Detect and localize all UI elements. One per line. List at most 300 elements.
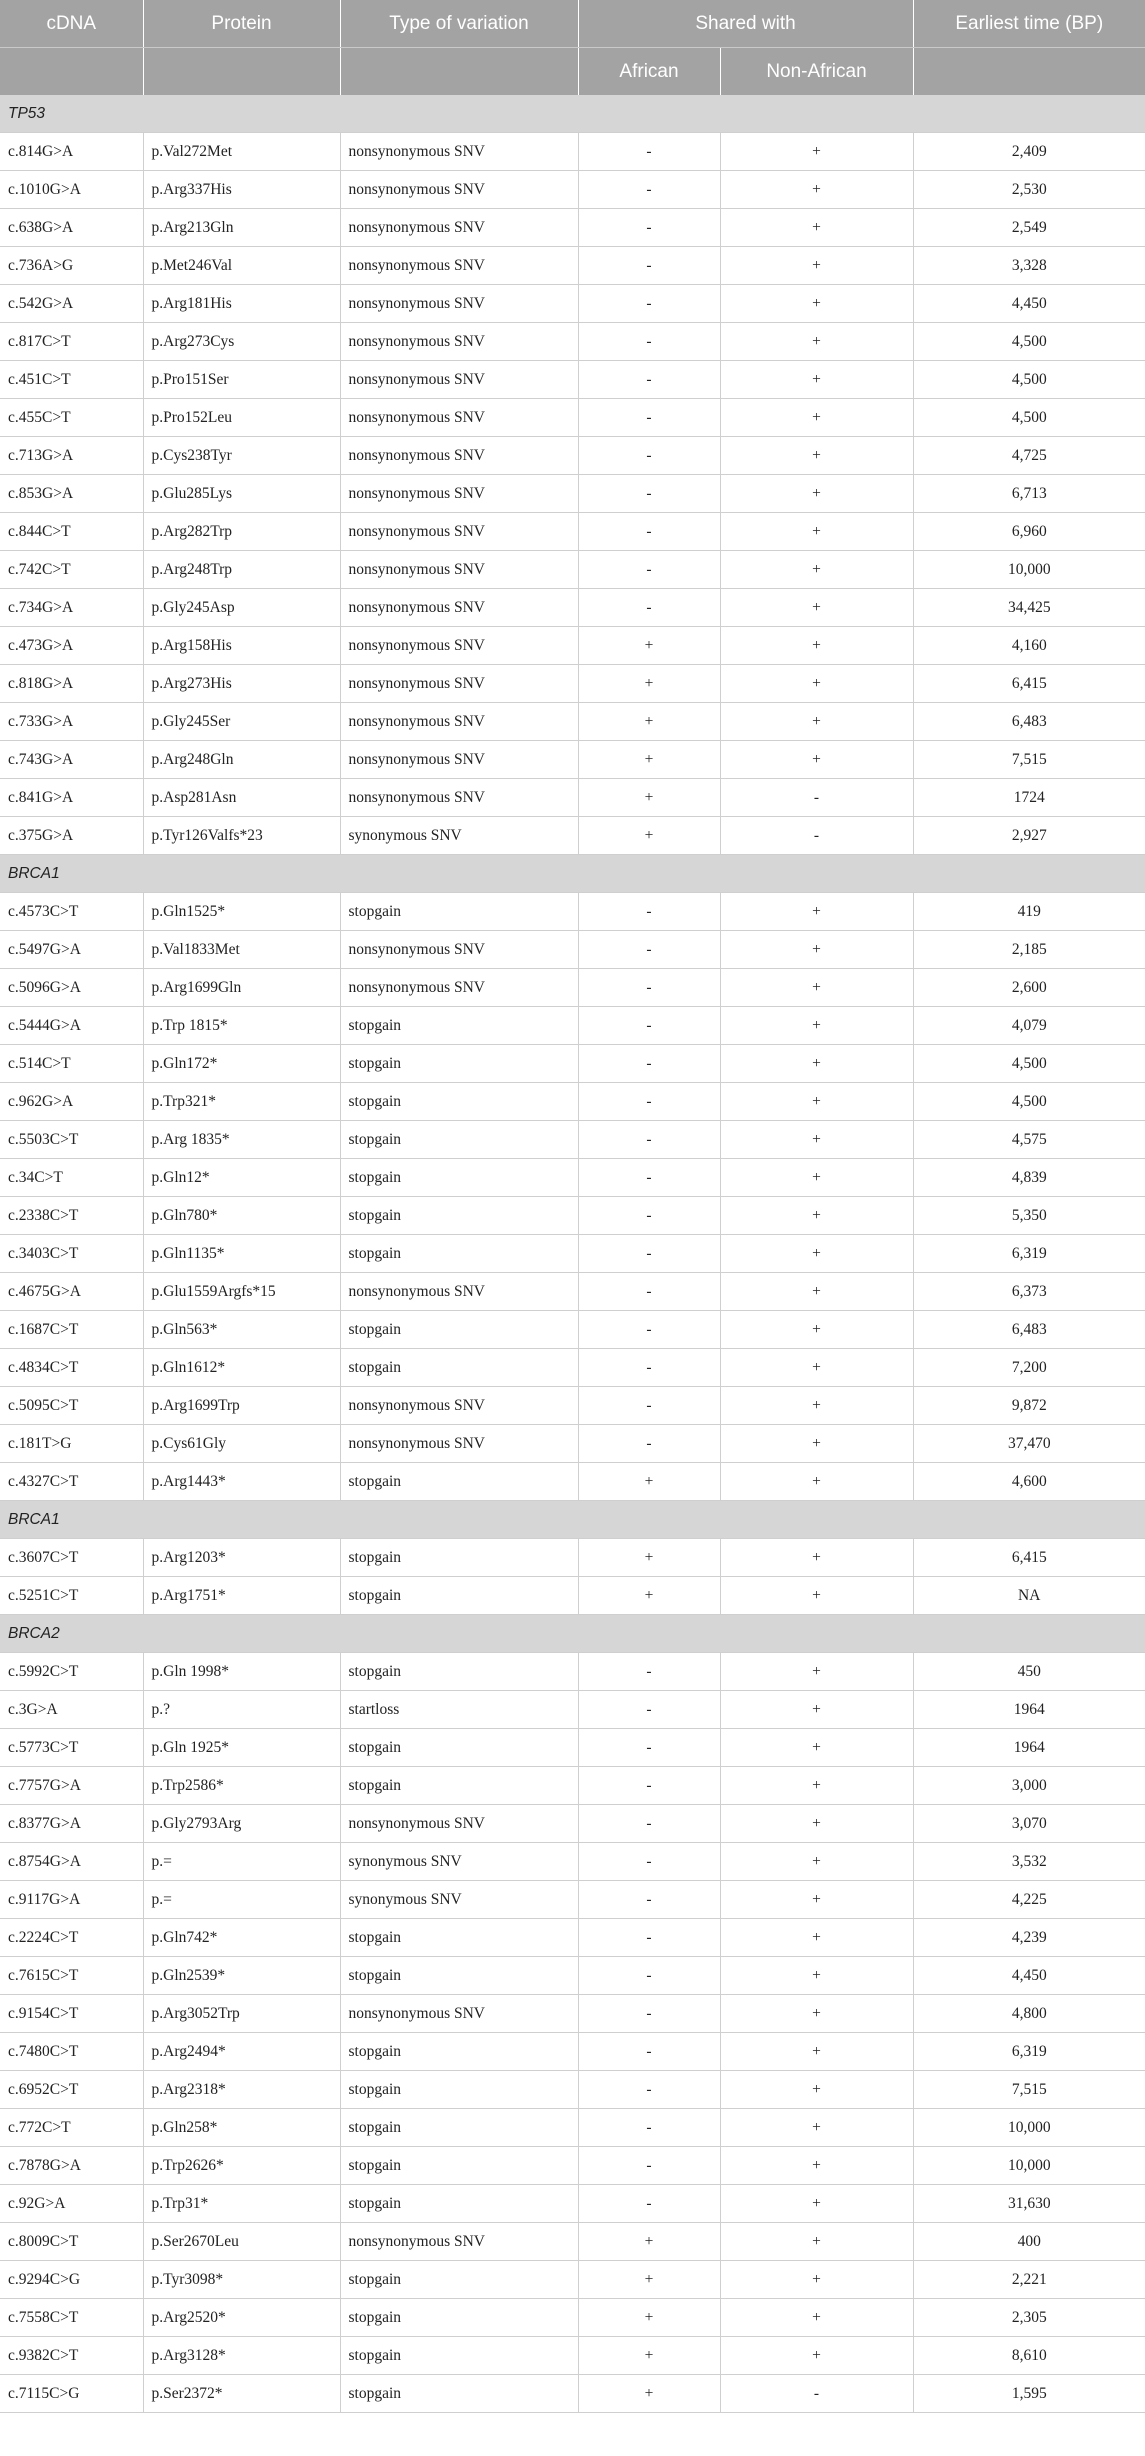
table-row xyxy=(0,741,1145,779)
table-row xyxy=(0,1349,1145,1387)
cell-earliest-time: 10,000 xyxy=(913,551,1145,589)
cell-non-african: + xyxy=(720,627,913,665)
cell-protein: p.Trp 1815* xyxy=(143,1007,340,1045)
table-row xyxy=(0,2109,1145,2147)
cell-cdna: c.5251C>T xyxy=(0,1577,143,1615)
cell-type: nonsynonymous SNV xyxy=(340,969,578,1007)
cell-type: nonsynonymous SNV xyxy=(340,1425,578,1463)
cell-african: - xyxy=(578,1387,720,1425)
cell-african: - xyxy=(578,1311,720,1349)
cell-non-african: + xyxy=(720,1159,913,1197)
cell-non-african: + xyxy=(720,1083,913,1121)
table-row xyxy=(0,1045,1145,1083)
cell-type: stopgain xyxy=(340,2299,578,2337)
cell-earliest-time: 9,872 xyxy=(913,1387,1145,1425)
table-body xyxy=(0,95,1145,2413)
cell-non-african: + xyxy=(720,1007,913,1045)
cell-type: stopgain xyxy=(340,2033,578,2071)
header-non-african: Non-African xyxy=(720,48,913,96)
cell-non-african: + xyxy=(720,323,913,361)
cell-african: - xyxy=(578,437,720,475)
cell-african: - xyxy=(578,1653,720,1691)
cell-african: - xyxy=(578,1159,720,1197)
table-row xyxy=(0,171,1145,209)
cell-type: nonsynonymous SNV xyxy=(340,171,578,209)
table-row xyxy=(0,817,1145,855)
cell-protein: p.= xyxy=(143,1843,340,1881)
cell-african: - xyxy=(578,1007,720,1045)
cell-protein: p.Gln780* xyxy=(143,1197,340,1235)
cell-earliest-time: 4,239 xyxy=(913,1919,1145,1957)
cell-non-african: + xyxy=(720,1273,913,1311)
table-row xyxy=(0,2299,1145,2337)
cell-cdna: c.5992C>T xyxy=(0,1653,143,1691)
table-row xyxy=(0,1767,1145,1805)
header-type: Type of variation xyxy=(340,0,578,48)
cell-type: nonsynonymous SNV xyxy=(340,627,578,665)
cell-non-african: + xyxy=(720,1729,913,1767)
cell-non-african: + xyxy=(720,931,913,969)
table-row xyxy=(0,1957,1145,1995)
header-earliest-time: Earliest time (BP) xyxy=(913,0,1145,48)
cell-african: - xyxy=(578,399,720,437)
cell-cdna: c.7878G>A xyxy=(0,2147,143,2185)
cell-non-african: + xyxy=(720,1805,913,1843)
gene-group-label: BRCA1 xyxy=(0,1501,1145,1539)
cell-earliest-time: 2,409 xyxy=(913,133,1145,171)
cell-non-african: + xyxy=(720,2033,913,2071)
cell-earliest-time: 4,500 xyxy=(913,1083,1145,1121)
cell-non-african: + xyxy=(720,741,913,779)
cell-non-african: + xyxy=(720,1653,913,1691)
cell-cdna: c.818G>A xyxy=(0,665,143,703)
cell-type: nonsynonymous SNV xyxy=(340,931,578,969)
cell-african: + xyxy=(578,779,720,817)
cell-earliest-time: 5,350 xyxy=(913,1197,1145,1235)
cell-cdna: c.542G>A xyxy=(0,285,143,323)
gene-group-row xyxy=(0,1501,1145,1539)
header-protein-sub xyxy=(143,48,340,96)
table-row xyxy=(0,247,1145,285)
cell-earliest-time: 1964 xyxy=(913,1691,1145,1729)
cell-type: stopgain xyxy=(340,1767,578,1805)
cell-non-african: + xyxy=(720,1957,913,1995)
cell-protein: p.Gln563* xyxy=(143,1311,340,1349)
cell-protein: p.Gly245Ser xyxy=(143,703,340,741)
cell-type: nonsynonymous SNV xyxy=(340,285,578,323)
cell-earliest-time: 3,000 xyxy=(913,1767,1145,1805)
cell-cdna: c.3403C>T xyxy=(0,1235,143,1273)
cell-earliest-time: 4,725 xyxy=(913,437,1145,475)
cell-type: stopgain xyxy=(340,1159,578,1197)
table-row xyxy=(0,703,1145,741)
cell-non-african: + xyxy=(720,513,913,551)
cell-non-african: + xyxy=(720,2185,913,2223)
cell-type: nonsynonymous SNV xyxy=(340,209,578,247)
cell-cdna: c.814G>A xyxy=(0,133,143,171)
cell-protein: p.Cys238Tyr xyxy=(143,437,340,475)
cell-cdna: c.853G>A xyxy=(0,475,143,513)
cell-cdna: c.2224C>T xyxy=(0,1919,143,1957)
header-african: African xyxy=(578,48,720,96)
cell-protein: p.Gln258* xyxy=(143,2109,340,2147)
table-row xyxy=(0,285,1145,323)
cell-african: - xyxy=(578,475,720,513)
cell-type: nonsynonymous SNV xyxy=(340,513,578,551)
cell-african: - xyxy=(578,1767,720,1805)
table-row xyxy=(0,209,1145,247)
table-row xyxy=(0,513,1145,551)
table-row xyxy=(0,475,1145,513)
cell-earliest-time: 4,079 xyxy=(913,1007,1145,1045)
cell-earliest-time: 3,532 xyxy=(913,1843,1145,1881)
cell-african: + xyxy=(578,2299,720,2337)
cell-protein: p.Arg181His xyxy=(143,285,340,323)
table-row xyxy=(0,1577,1145,1615)
table-row xyxy=(0,437,1145,475)
gene-group-label: BRCA1 xyxy=(0,855,1145,893)
header-cdna: cDNA xyxy=(0,0,143,48)
table-row xyxy=(0,2337,1145,2375)
cell-african: - xyxy=(578,1045,720,1083)
cell-non-african: + xyxy=(720,1577,913,1615)
cell-non-african: + xyxy=(720,171,913,209)
cell-type: nonsynonymous SNV xyxy=(340,665,578,703)
table-row xyxy=(0,361,1145,399)
cell-non-african: + xyxy=(720,285,913,323)
cell-cdna: c.9154C>T xyxy=(0,1995,143,2033)
cell-earliest-time: 4,500 xyxy=(913,361,1145,399)
cell-non-african: + xyxy=(720,2337,913,2375)
table-row xyxy=(0,1881,1145,1919)
cell-non-african: + xyxy=(720,1995,913,2033)
cell-earliest-time: 1,595 xyxy=(913,2375,1145,2413)
cell-cdna: c.7757G>A xyxy=(0,1767,143,1805)
cell-protein: p.Arg282Trp xyxy=(143,513,340,551)
cell-protein: p.Arg3128* xyxy=(143,2337,340,2375)
table-row xyxy=(0,133,1145,171)
cell-type: stopgain xyxy=(340,1957,578,1995)
cell-earliest-time: 31,630 xyxy=(913,2185,1145,2223)
cell-type: stopgain xyxy=(340,1577,578,1615)
cell-type: stopgain xyxy=(340,2109,578,2147)
cell-cdna: c.5773C>T xyxy=(0,1729,143,1767)
cell-type: stopgain xyxy=(340,1197,578,1235)
cell-cdna: c.962G>A xyxy=(0,1083,143,1121)
table-row xyxy=(0,1311,1145,1349)
cell-type: nonsynonymous SNV xyxy=(340,361,578,399)
cell-cdna: c.375G>A xyxy=(0,817,143,855)
cell-protein: p.Arg1699Trp xyxy=(143,1387,340,1425)
table-row xyxy=(0,2071,1145,2109)
cell-non-african: + xyxy=(720,665,913,703)
cell-type: nonsynonymous SNV xyxy=(340,589,578,627)
cell-african: + xyxy=(578,1463,720,1501)
cell-non-african: + xyxy=(720,703,913,741)
cell-non-african: + xyxy=(720,1463,913,1501)
cell-african: - xyxy=(578,171,720,209)
cell-non-african: + xyxy=(720,893,913,931)
cell-earliest-time: 2,305 xyxy=(913,2299,1145,2337)
cell-earliest-time: 3,070 xyxy=(913,1805,1145,1843)
table-row xyxy=(0,779,1145,817)
cell-protein: p.Gln 1925* xyxy=(143,1729,340,1767)
cell-non-african: + xyxy=(720,2071,913,2109)
cell-protein: p.Trp31* xyxy=(143,2185,340,2223)
cell-african: - xyxy=(578,589,720,627)
cell-type: stopgain xyxy=(340,1121,578,1159)
cell-protein: p.Val1833Met xyxy=(143,931,340,969)
cell-earliest-time: 6,319 xyxy=(913,2033,1145,2071)
cell-non-african: - xyxy=(720,817,913,855)
table-row xyxy=(0,1273,1145,1311)
cell-african: - xyxy=(578,1729,720,1767)
cell-earliest-time: 6,483 xyxy=(913,1311,1145,1349)
cell-protein: p.Gln742* xyxy=(143,1919,340,1957)
cell-african: - xyxy=(578,1881,720,1919)
cell-type: stopgain xyxy=(340,1235,578,1273)
cell-non-african: - xyxy=(720,779,913,817)
cell-type: nonsynonymous SNV xyxy=(340,1805,578,1843)
cell-african: - xyxy=(578,323,720,361)
header-earliest-sub xyxy=(913,48,1145,96)
cell-african: - xyxy=(578,1273,720,1311)
cell-african: + xyxy=(578,1539,720,1577)
cell-non-african: + xyxy=(720,361,913,399)
cell-non-african: + xyxy=(720,247,913,285)
cell-protein: p.Tyr126Valfs*23 xyxy=(143,817,340,855)
cell-cdna: c.5444G>A xyxy=(0,1007,143,1045)
cell-african: + xyxy=(578,2261,720,2299)
cell-earliest-time: 7,515 xyxy=(913,741,1145,779)
table-row xyxy=(0,1463,1145,1501)
cell-protein: p.Gly245Asp xyxy=(143,589,340,627)
cell-type: nonsynonymous SNV xyxy=(340,133,578,171)
table-row xyxy=(0,1387,1145,1425)
table-row xyxy=(0,969,1145,1007)
table-row xyxy=(0,1121,1145,1159)
cell-african: - xyxy=(578,893,720,931)
cell-non-african: + xyxy=(720,589,913,627)
cell-cdna: c.1687C>T xyxy=(0,1311,143,1349)
cell-african: - xyxy=(578,285,720,323)
cell-earliest-time: 4,450 xyxy=(913,285,1145,323)
cell-earliest-time: 10,000 xyxy=(913,2147,1145,2185)
cell-african: - xyxy=(578,2147,720,2185)
cell-african: + xyxy=(578,627,720,665)
cell-non-african: - xyxy=(720,2375,913,2413)
cell-protein: p.Pro152Leu xyxy=(143,399,340,437)
cell-type: nonsynonymous SNV xyxy=(340,551,578,589)
cell-non-african: + xyxy=(720,209,913,247)
table-row xyxy=(0,2185,1145,2223)
table-row xyxy=(0,2223,1145,2261)
cell-non-african: + xyxy=(720,1311,913,1349)
cell-protein: p.Arg1699Gln xyxy=(143,969,340,1007)
cell-type: nonsynonymous SNV xyxy=(340,741,578,779)
cell-earliest-time: 450 xyxy=(913,1653,1145,1691)
cell-non-african: + xyxy=(720,1843,913,1881)
cell-earliest-time: 4,500 xyxy=(913,1045,1145,1083)
table-row xyxy=(0,1197,1145,1235)
cell-type: nonsynonymous SNV xyxy=(340,1995,578,2033)
cell-protein: p.Arg1751* xyxy=(143,1577,340,1615)
cell-earliest-time: 37,470 xyxy=(913,1425,1145,1463)
cell-protein: p.Asp281Asn xyxy=(143,779,340,817)
cell-earliest-time: NA xyxy=(913,1577,1145,1615)
table-row xyxy=(0,1425,1145,1463)
cell-type: stopgain xyxy=(340,2375,578,2413)
table-row xyxy=(0,1805,1145,1843)
cell-cdna: c.743G>A xyxy=(0,741,143,779)
cell-protein: p.Arg213Gln xyxy=(143,209,340,247)
cell-african: + xyxy=(578,2223,720,2261)
cell-cdna: c.6952C>T xyxy=(0,2071,143,2109)
cell-cdna: c.5095C>T xyxy=(0,1387,143,1425)
cell-cdna: c.817C>T xyxy=(0,323,143,361)
cell-african: + xyxy=(578,2375,720,2413)
cell-earliest-time: 4,225 xyxy=(913,1881,1145,1919)
cell-african: - xyxy=(578,1121,720,1159)
cell-protein: p.Arg2520* xyxy=(143,2299,340,2337)
table-row xyxy=(0,399,1145,437)
cell-african: - xyxy=(578,1235,720,1273)
cell-african: - xyxy=(578,133,720,171)
cell-protein: p.Arg158His xyxy=(143,627,340,665)
cell-protein: p.Arg2494* xyxy=(143,2033,340,2071)
cell-earliest-time: 2,221 xyxy=(913,2261,1145,2299)
table-row xyxy=(0,1007,1145,1045)
table-row xyxy=(0,2147,1145,2185)
cell-earliest-time: 2,927 xyxy=(913,817,1145,855)
cell-cdna: c.473G>A xyxy=(0,627,143,665)
cell-cdna: c.34C>T xyxy=(0,1159,143,1197)
cell-earliest-time: 2,530 xyxy=(913,171,1145,209)
cell-type: nonsynonymous SNV xyxy=(340,779,578,817)
cell-african: - xyxy=(578,2109,720,2147)
cell-protein: p.Arg1203* xyxy=(143,1539,340,1577)
cell-earliest-time: 2,549 xyxy=(913,209,1145,247)
cell-earliest-time: 6,373 xyxy=(913,1273,1145,1311)
cell-cdna: c.8754G>A xyxy=(0,1843,143,1881)
table-row xyxy=(0,2375,1145,2413)
gene-group-row xyxy=(0,1615,1145,1653)
cell-non-african: + xyxy=(720,133,913,171)
table-row xyxy=(0,323,1145,361)
table-row xyxy=(0,931,1145,969)
table-row xyxy=(0,627,1145,665)
cell-protein: p.Glu285Lys xyxy=(143,475,340,513)
cell-african: + xyxy=(578,2337,720,2375)
cell-african: + xyxy=(578,703,720,741)
cell-cdna: c.9117G>A xyxy=(0,1881,143,1919)
cell-type: startloss xyxy=(340,1691,578,1729)
cell-earliest-time: 6,483 xyxy=(913,703,1145,741)
cell-type: stopgain xyxy=(340,1311,578,1349)
cell-non-african: + xyxy=(720,1121,913,1159)
cell-protein: p.? xyxy=(143,1691,340,1729)
table-header xyxy=(0,0,1145,95)
cell-protein: p.Arg273His xyxy=(143,665,340,703)
cell-non-african: + xyxy=(720,475,913,513)
cell-protein: p.Arg1443* xyxy=(143,1463,340,1501)
cell-earliest-time: 4,450 xyxy=(913,1957,1145,1995)
cell-african: - xyxy=(578,931,720,969)
cell-protein: p.Arg337His xyxy=(143,171,340,209)
cell-type: stopgain xyxy=(340,1919,578,1957)
cell-protein: p.Tyr3098* xyxy=(143,2261,340,2299)
table-row xyxy=(0,893,1145,931)
cell-type: stopgain xyxy=(340,2261,578,2299)
cell-earliest-time: 7,515 xyxy=(913,2071,1145,2109)
cell-cdna: c.4573C>T xyxy=(0,893,143,931)
gene-group-row xyxy=(0,855,1145,893)
cell-cdna: c.9382C>T xyxy=(0,2337,143,2375)
cell-type: stopgain xyxy=(340,1045,578,1083)
cell-cdna: c.772C>T xyxy=(0,2109,143,2147)
cell-type: nonsynonymous SNV xyxy=(340,247,578,285)
cell-protein: p.Pro151Ser xyxy=(143,361,340,399)
cell-earliest-time: 1964 xyxy=(913,1729,1145,1767)
cell-earliest-time: 1724 xyxy=(913,779,1145,817)
cell-african: - xyxy=(578,209,720,247)
table-row xyxy=(0,1159,1145,1197)
cell-non-african: + xyxy=(720,437,913,475)
cell-non-african: + xyxy=(720,1349,913,1387)
cell-non-african: + xyxy=(720,1691,913,1729)
cell-african: - xyxy=(578,361,720,399)
cell-cdna: c.638G>A xyxy=(0,209,143,247)
cell-earliest-time: 6,960 xyxy=(913,513,1145,551)
cell-cdna: c.5096G>A xyxy=(0,969,143,1007)
cell-cdna: c.181T>G xyxy=(0,1425,143,1463)
cell-type: stopgain xyxy=(340,1007,578,1045)
cell-cdna: c.841G>A xyxy=(0,779,143,817)
cell-cdna: c.7615C>T xyxy=(0,1957,143,1995)
cell-cdna: c.3G>A xyxy=(0,1691,143,1729)
cell-african: + xyxy=(578,1577,720,1615)
cell-non-african: + xyxy=(720,2299,913,2337)
cell-african: - xyxy=(578,1919,720,1957)
cell-cdna: c.451C>T xyxy=(0,361,143,399)
cell-earliest-time: 6,415 xyxy=(913,665,1145,703)
cell-protein: p.Arg3052Trp xyxy=(143,1995,340,2033)
cell-type: nonsynonymous SNV xyxy=(340,1273,578,1311)
cell-protein: p.Arg248Trp xyxy=(143,551,340,589)
cell-protein: p.Trp2586* xyxy=(143,1767,340,1805)
cell-non-african: + xyxy=(720,2109,913,2147)
cell-african: - xyxy=(578,513,720,551)
cell-type: stopgain xyxy=(340,1653,578,1691)
table-row xyxy=(0,2261,1145,2299)
cell-earliest-time: 8,610 xyxy=(913,2337,1145,2375)
cell-african: - xyxy=(578,969,720,1007)
cell-cdna: c.5497G>A xyxy=(0,931,143,969)
cell-african: - xyxy=(578,1957,720,1995)
cell-protein: p.Gln 1998* xyxy=(143,1653,340,1691)
cell-african: - xyxy=(578,247,720,285)
cell-earliest-time: 2,600 xyxy=(913,969,1145,1007)
cell-non-african: + xyxy=(720,1539,913,1577)
cell-non-african: + xyxy=(720,2223,913,2261)
cell-non-african: + xyxy=(720,1235,913,1273)
cell-cdna: c.4327C>T xyxy=(0,1463,143,1501)
cell-type: synonymous SNV xyxy=(340,1881,578,1919)
cell-cdna: c.844C>T xyxy=(0,513,143,551)
cell-protein: p.Met246Val xyxy=(143,247,340,285)
table-row xyxy=(0,1995,1145,2033)
cell-earliest-time: 4,160 xyxy=(913,627,1145,665)
